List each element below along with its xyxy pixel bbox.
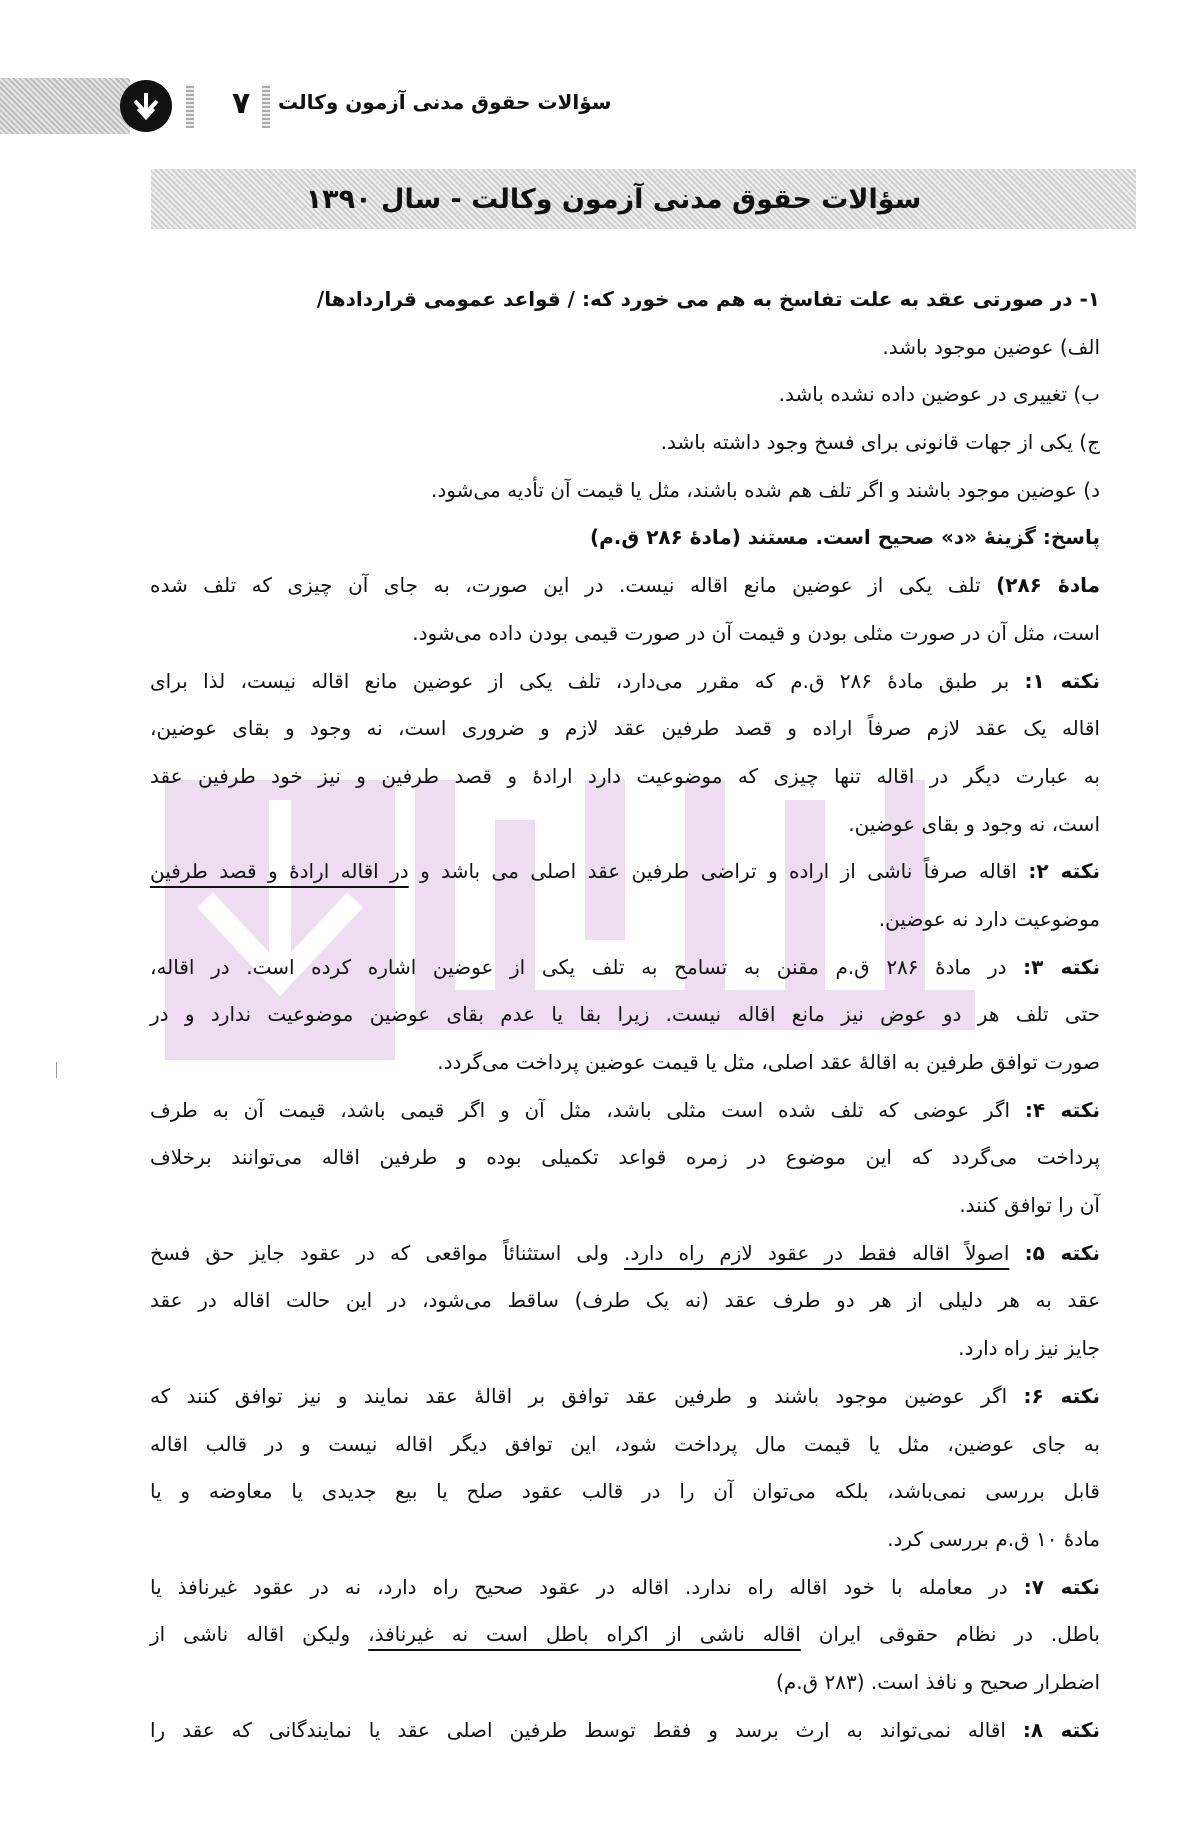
section-title-banner <box>151 169 1136 229</box>
text-segment: بر طبق مادهٔ ۲۸۶ ق.م که مقرر می‌دارد، تلف یکی از عوضین مانع اقاله نیست، لذا برای <box>150 668 1025 693</box>
text-line <box>150 1277 1100 1325</box>
text-segment: ولی استثنائاً مواقعی که در عقود جایز حق فسخ <box>150 1240 624 1265</box>
text-line <box>150 610 1100 658</box>
text-segment: است، نه وجود و بقای عوضین. <box>848 811 1100 836</box>
text-line <box>150 276 1100 324</box>
header-separator <box>186 84 194 128</box>
text-line <box>150 1707 1100 1755</box>
text-line <box>150 1182 1100 1230</box>
text-segment: آن را توافق کنند. <box>959 1193 1100 1218</box>
text-segment: اقاله صرفاً ناشی از اراده و تراضی طرفین عقد اصلی می باشد و <box>408 859 1029 884</box>
header-texture <box>0 78 130 134</box>
bold-label: نکته ۱: <box>1024 668 1100 693</box>
text-line <box>150 562 1100 610</box>
text-line <box>150 1659 1100 1707</box>
text-segment: جایز نیز راه دارد. <box>958 1336 1100 1361</box>
bold-label: نکته ۲: <box>1028 859 1100 884</box>
bold-label: نکته ۷: <box>1023 1574 1101 1599</box>
text-segment: باطل. در نظام حقوقی ایران <box>800 1622 1100 1647</box>
document-body <box>150 276 1100 1754</box>
section-title: سؤالات حقوق مدنی آزمون وکالت - سال ۱۳۹۰ <box>305 183 922 215</box>
text-line <box>150 705 1100 753</box>
text-line <box>150 1325 1100 1373</box>
bold-label: نکته ۵: <box>1024 1240 1100 1265</box>
underlined-text: اقاله ناشی از اکراه باطل است نه غیرنافذ، <box>368 1622 801 1647</box>
header-separator <box>262 84 270 128</box>
text-segment: اگر عوضین موجود باشند و طرفین عقد توافق بر اقالهٔ عقد نمایند و نیز توافق کنند که <box>150 1383 1024 1408</box>
text-segment: ب) تغییری در عوضین داده نشده باشد. <box>778 382 1100 407</box>
text-segment: ج) یکی از جهات قانونی برای فسخ وجود داشته باشد. <box>660 430 1100 455</box>
text-segment: در معامله با خود اقاله راه ندارد. اقاله در عقود صحیح راه دارد، نه در عقود غیرنافذ یا <box>150 1574 1024 1599</box>
text-segment: است، مثل آن در صورت مثلی بودن و قیمت آن در صورت قیمی بودن داده می‌شود. <box>412 620 1100 645</box>
bold-label: مادهٔ ۲۸۶) <box>996 573 1100 598</box>
text-segment: موضوعیت دارد نه عوضین. <box>878 906 1100 931</box>
text-line <box>150 944 1100 992</box>
running-title: سؤالات حقوق مدنی آزمون وکالت <box>278 90 612 114</box>
text-segment: تلف یکی از عوضین مانع اقاله نیست. در این صورت، به جای آن چیزی که تلف شده <box>150 573 997 598</box>
text-segment: د) عوضین موجود باشند و اگر تلف هم شده باشند، مثل یا قیمت آن تأدیه می‌شود. <box>430 477 1100 502</box>
page-number: ۷ <box>232 86 251 121</box>
text-segment: مادهٔ ۱۰ ق.م بررسی کرد. <box>887 1526 1100 1551</box>
text-segment: صورت توافق طرفین به اقالهٔ عقد اصلی، مثل یا قیمت عوضین پرداخت می‌گردد. <box>437 1050 1100 1074</box>
text-line <box>150 1373 1100 1421</box>
text-segment: به عبارت دیگر در اقاله تنها چیزی که موضوعیت دارد ارادهٔ و قصد طرفین و نیز خود طرفین عقد <box>150 763 1100 788</box>
text-line <box>150 1087 1100 1135</box>
text-segment: به جای عوضین، مثل یا قیمت مال پرداخت شود، این توافق دیگر اقاله نیست و در قالب اقاله <box>150 1431 1100 1456</box>
text-segment: قابل بررسی نمی‌باشد، بلکه می‌توان آن را در قالب عقود صلح یا بیع جدیدی یا معاوضه و یا <box>150 1479 1100 1504</box>
text-segment: اقاله نمی‌تواند به ارث برسد و فقط توسط طرفین اصلی عقد یا نمایندگانی که عقد را <box>150 1717 1023 1742</box>
text-line <box>150 1468 1100 1516</box>
bold-label: پاسخ: گزینهٔ «د» صحیح است. مستند (مادهٔ ۲۸۶ ق.م) <box>589 525 1100 550</box>
bold-label: نکته ۴: <box>1024 1097 1100 1122</box>
text-line <box>150 1611 1100 1659</box>
text-segment: عقد به هر دلیلی از هر دو طرف عقد (نه یک طرف) ساقط می‌شود، در این حالت اقاله در عقد <box>150 1288 1100 1313</box>
text-line <box>150 419 1100 467</box>
text-line <box>150 467 1100 515</box>
text-line <box>150 848 1100 896</box>
text-segment: اضطرار صحیح و نافذ است. (۲۸۳ ق.م) <box>776 1669 1100 1694</box>
text-segment: پرداخت می‌گردد که این موضوع در زمره قواعد تکمیلی بوده و طرفین اقاله می‌توانند برخلاف <box>150 1145 1100 1170</box>
text-line <box>150 753 1100 801</box>
text-line <box>150 1516 1100 1564</box>
text-segment: اگر عوضی که تلف شده است مثلی باشد، مثل آن و اگر قیمی باشد، قیمت آن به طرف <box>150 1097 1025 1122</box>
text-line <box>150 1134 1100 1182</box>
underlined-text: در اقاله ارادهٔ و قصد طرفین <box>150 859 409 884</box>
text-line <box>150 514 1100 562</box>
text-line <box>150 1039 1100 1087</box>
text-segment: در مادهٔ ۲۸۶ ق.م مقنن به تسامح به تلف یکی از عوضین اشاره کرده است. در اقاله، <box>150 954 1024 979</box>
bold-label: ۱- در صورتی عقد به علت تفاسخ به هم می خورد که: / قواعد عمومی قراردادها/ <box>316 287 1100 311</box>
text-line <box>150 896 1100 944</box>
text-line <box>150 801 1100 849</box>
text-segment: اقاله یک عقد لازم صرفاً اراده و قصد طرفین عقد لازم و ضروری است، نه وجود و بقای عوضین، <box>150 716 1100 741</box>
text-line <box>150 658 1100 706</box>
text-segment: حتی تلف هر دو عوض نیز مانع اقاله نیست. زیرا بقا یا عدم بقای عوضین موضوعیت ندارد و در <box>150 1002 1100 1027</box>
text-line <box>150 324 1100 372</box>
text-segment: الف) عوضین موجود باشد. <box>882 334 1100 359</box>
margin-mark <box>56 1062 57 1078</box>
text-segment: ولیکن اقاله ناشی از <box>150 1622 369 1647</box>
text-line <box>150 991 1100 1039</box>
text-line <box>150 1421 1100 1469</box>
bold-label: نکته ۳: <box>1023 954 1101 979</box>
bold-label: نکته ۶: <box>1023 1383 1100 1408</box>
bold-label: نکته ۸: <box>1022 1717 1100 1742</box>
underlined-text: اصولاً اقاله فقط در عقود لازم راه دارد. <box>623 1240 1010 1265</box>
text-segment <box>1009 1241 1024 1265</box>
text-line <box>150 1564 1100 1612</box>
text-line <box>150 371 1100 419</box>
publisher-logo-icon <box>120 80 172 132</box>
text-line <box>150 1230 1100 1278</box>
